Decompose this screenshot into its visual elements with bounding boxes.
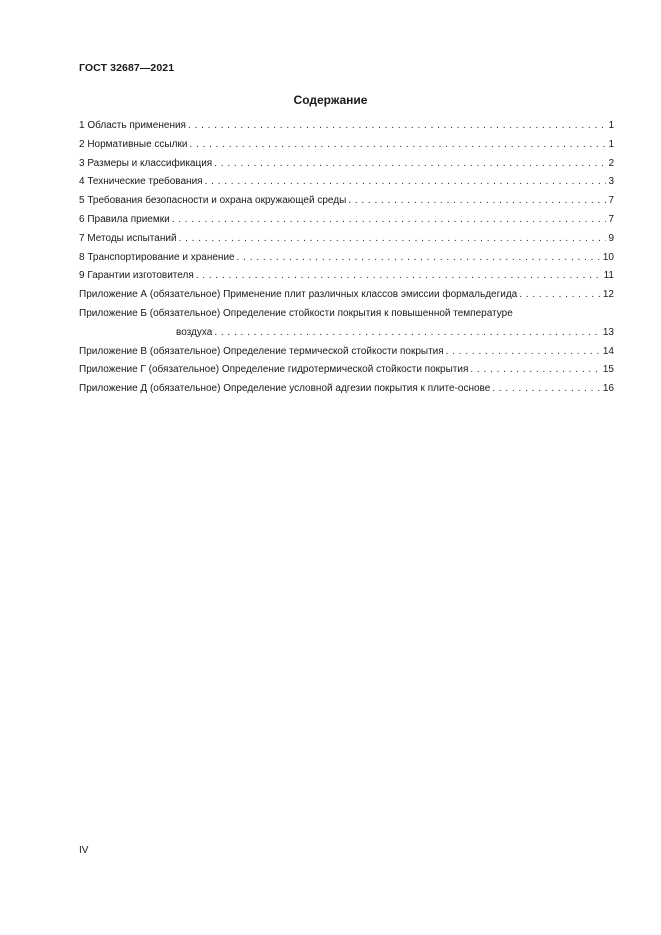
toc-entry-label: Приложение В (обязательное) Определение термической стойкости покрытия — [79, 345, 444, 357]
toc-entry[interactable] — [79, 214, 614, 226]
toc-entry[interactable] — [79, 120, 614, 132]
toc-entry-label: Приложение Д (обязательное) Определение условной адгезии покрытия к плите-основе — [79, 383, 491, 395]
toc-entry-page: 9 — [608, 232, 614, 244]
table-of-contents — [79, 120, 614, 402]
toc-leader-dots — [188, 120, 606, 132]
toc-entry-page: 3 — [608, 176, 614, 188]
toc-entry-label-line1: Приложение Б (обязательное) Определение стойкости покрытия к повышенной температуре — [79, 307, 513, 319]
toc-entry[interactable] — [79, 139, 614, 151]
toc-entry[interactable] — [79, 233, 614, 245]
toc-entry-page: 14 — [602, 345, 614, 357]
document-code: ГОСТ 32687—2021 — [79, 62, 175, 74]
toc-entry-label: 9 Гарантии изготовителя — [79, 270, 194, 282]
toc-entry[interactable] — [79, 383, 614, 395]
toc-leader-dots — [237, 252, 601, 264]
toc-entry[interactable] — [79, 346, 614, 358]
toc-entry-page: 2 — [608, 157, 614, 169]
toc-entry-label: 3 Размеры и классификация — [79, 157, 213, 169]
toc-leader-dots — [492, 383, 601, 395]
toc-title: Содержание — [293, 93, 368, 107]
toc-leader-dots — [446, 346, 601, 358]
toc-entry[interactable] — [79, 364, 614, 376]
toc-leader-dots — [196, 270, 602, 282]
toc-leader-dots — [179, 233, 607, 245]
toc-leader-dots — [214, 327, 601, 339]
toc-entry-label: Приложение Г (обязательное) Определение гидротермической стойкости покрытия — [79, 364, 469, 376]
toc-entry-page: 10 — [602, 251, 614, 263]
toc-entry-page: 7 — [608, 213, 614, 225]
toc-entry-label: 7 Методы испытаний — [79, 232, 177, 244]
toc-entry-page: 15 — [602, 364, 614, 376]
toc-entry[interactable] — [79, 270, 614, 282]
toc-entry-label: Приложение А (обязательное) Применение плит различных классов эмиссии формальдегида — [79, 289, 518, 301]
toc-entry-label: 5 Требования безопасности и охрана окружающей среды — [79, 195, 347, 207]
toc-leader-dots — [205, 176, 607, 188]
toc-leader-dots — [348, 195, 606, 207]
toc-entry[interactable] — [79, 195, 614, 207]
toc-entry-page: 11 — [603, 270, 614, 282]
toc-entry-page: 7 — [608, 195, 614, 207]
toc-leader-dots — [470, 364, 601, 376]
toc-entry-label: 2 Нормативные ссылки — [79, 138, 188, 150]
toc-entry-label: 1 Область применения — [79, 120, 186, 131]
toc-leader-dots — [189, 139, 606, 151]
toc-leader-dots — [519, 289, 601, 301]
toc-entry-label: 8 Транспортирование и хранение — [79, 251, 235, 263]
toc-entry-page: 1 — [608, 138, 614, 150]
toc-entry-label: 4 Технические требования — [79, 176, 203, 188]
toc-entry-page: 16 — [602, 383, 614, 395]
toc-entry[interactable] — [79, 289, 614, 301]
toc-entry[interactable] — [79, 158, 614, 170]
toc-entry[interactable] — [79, 176, 614, 188]
toc-entry[interactable] — [79, 252, 614, 264]
toc-entry-page: 12 — [602, 289, 614, 301]
page-number: IV — [79, 845, 89, 856]
toc-leader-dots — [214, 158, 606, 170]
toc-entry-page: 13 — [602, 326, 614, 338]
toc-entry-label-line2: воздуха — [176, 326, 213, 338]
toc-leader-dots — [172, 214, 607, 226]
toc-entry-label: 6 Правила приемки — [79, 213, 170, 225]
toc-entry-multiline[interactable] — [79, 308, 614, 339]
toc-entry-page: 1 — [608, 120, 614, 131]
